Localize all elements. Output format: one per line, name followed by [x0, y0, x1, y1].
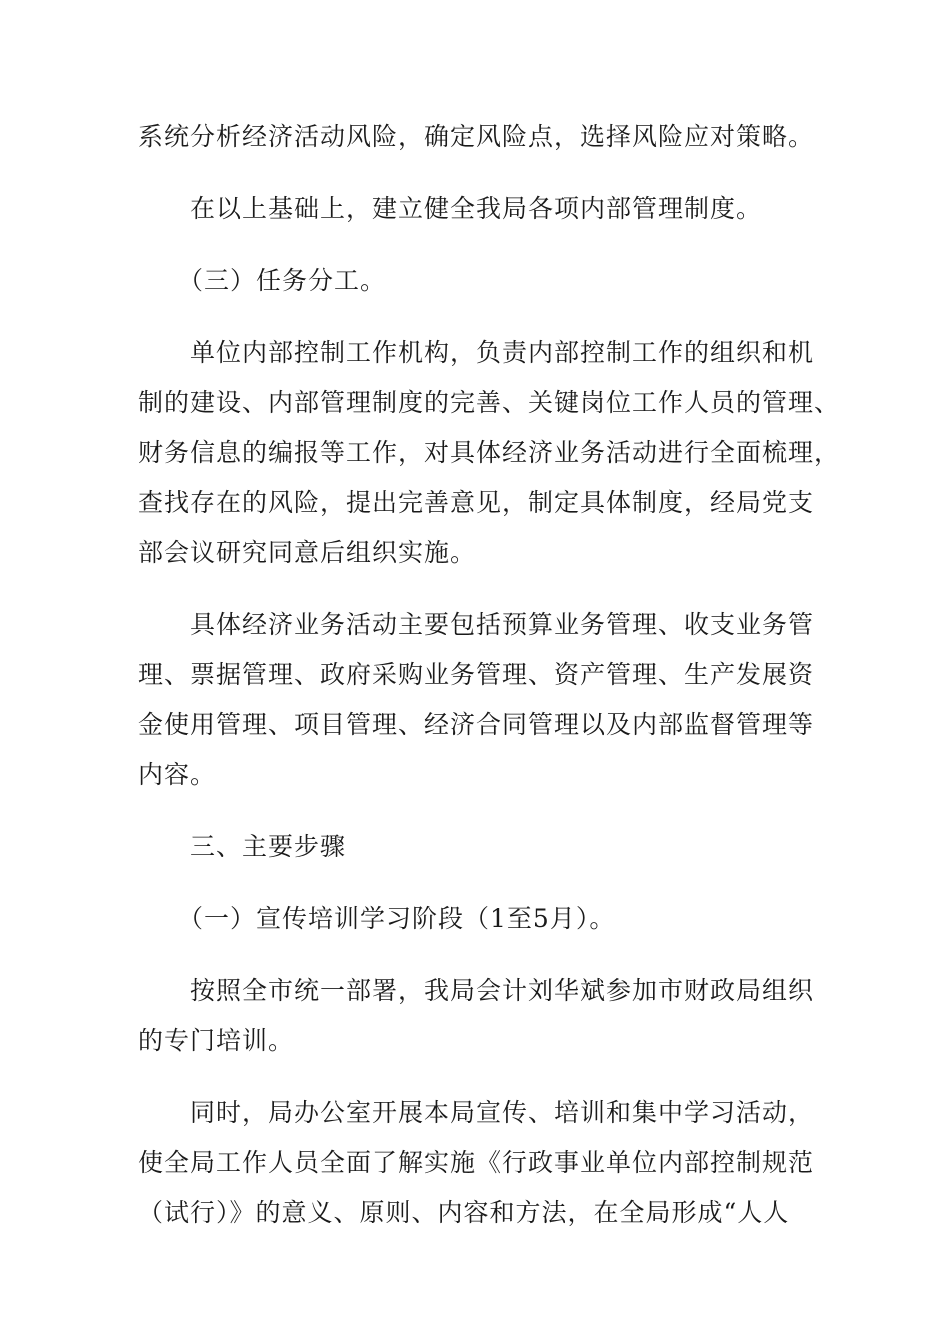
text-line: 内容。	[138, 760, 217, 789]
text-line: 在以上基础上，建立健全我局各项内部管理制度。	[190, 194, 763, 223]
text-line: 制的建设、内部管理制度的完善、关键岗位工作人员的管理、	[138, 388, 841, 417]
text-line: 使全局工作人员全面了解实施《行政事业单位内部控制规范	[138, 1148, 815, 1177]
paragraph-p8	[138, 966, 818, 1066]
text-line: （三）任务分工。	[178, 266, 387, 295]
text-line: （试行）》的意义、原则、内容和方法，在全局形成“人人	[138, 1198, 790, 1227]
text-line: 理、票据管理、政府采购业务管理、资产管理、生产发展资	[138, 660, 815, 689]
text-line: 三、主要步骤	[190, 832, 347, 861]
paragraph-p4	[138, 328, 841, 578]
paragraph-p7	[138, 894, 818, 944]
text-line: 具体经济业务活动主要包括预算业务管理、收支业务管	[190, 610, 815, 639]
text-line: 系统分析经济活动风险，确定风险点，选择风险应对策略。	[138, 122, 815, 151]
paragraph-p9	[138, 1088, 818, 1238]
text-line: 同时，局办公室开展本局宣传、培训和集中学习活动，	[190, 1098, 815, 1127]
text-line: 财务信息的编报等工作，对具体经济业务活动进行全面梳理，	[138, 438, 841, 467]
text-line: 查找存在的风险，提出完善意见，制定具体制度，经局党支	[138, 488, 815, 517]
text-line: 金使用管理、项目管理、经济合同管理以及内部监督管理等	[138, 710, 815, 739]
paragraph-p6	[138, 822, 818, 872]
paragraph-p1	[138, 112, 818, 162]
text-line: 单位内部控制工作机构，负责内部控制工作的组织和机	[190, 338, 815, 367]
paragraph-p5	[138, 600, 818, 800]
text-line: 按照全市统一部署，我局会计刘华斌参加市财政局组织	[190, 976, 815, 1005]
document-body	[138, 112, 841, 1260]
text-line: 的专门培训。	[138, 1026, 295, 1055]
text-line: （一）宣传培训学习阶段（1至5月）。	[178, 904, 616, 933]
text-line: 部会议研究同意后组织实施。	[138, 538, 477, 567]
paragraph-p2	[138, 184, 818, 234]
paragraph-p3	[138, 256, 818, 306]
